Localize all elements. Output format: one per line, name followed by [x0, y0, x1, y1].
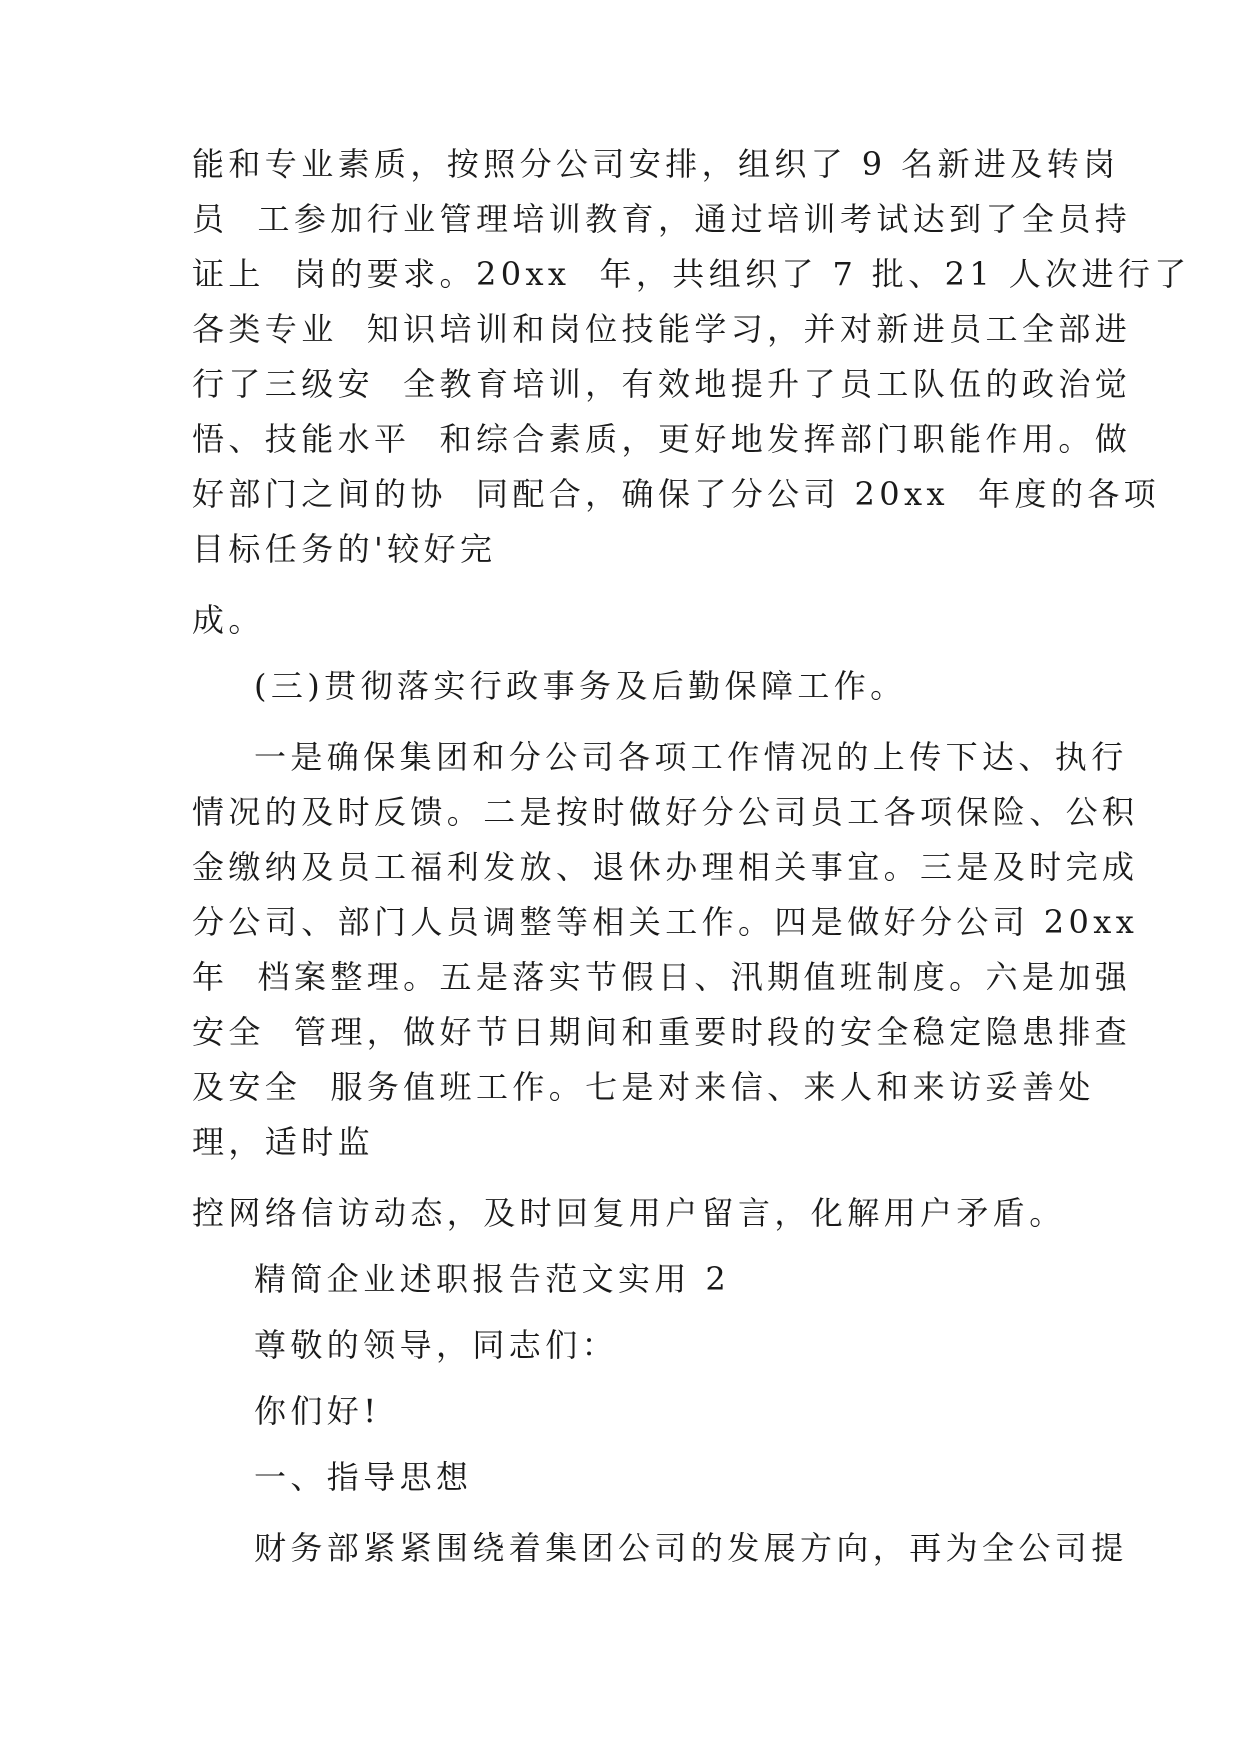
paragraph-line: 各类专业 知识培训和岗位技能学习，并对新进员工全部进: [192, 310, 1132, 348]
paragraph-line: 证上 岗的要求。20xx 年，共组织了 7 批、21 人次进行了: [192, 255, 1191, 293]
paragraph-line: 分公司、部门人员调整等相关工作。四是做好分公司 20xx: [192, 903, 1139, 941]
greeting: 你们好!: [254, 1392, 381, 1430]
section-heading: (三)贯彻落实行政事务及后勤保障工作。: [254, 667, 907, 705]
paragraph-line: 行了三级安 全教育培训，有效地提升了员工队伍的政治觉: [192, 365, 1132, 403]
section-heading: 一、指导思想: [254, 1458, 473, 1496]
paragraph-line: 理，适时监: [192, 1123, 375, 1161]
paragraph-line: 一是确保集团和分公司各项工作情况的上传下达、执行: [254, 738, 1128, 776]
paragraph-line: 控网络信访动态，及时回复用户留言，化解用户矛盾。: [192, 1194, 1066, 1232]
paragraph-line: 情况的及时反馈。二是按时做好分公司员工各项保险、公积: [192, 793, 1139, 831]
paragraph-line: 能和专业素质，按照分公司安排，组织了 9 名新进及转岗: [192, 145, 1120, 183]
paragraph-line: 目标任务的'较好完: [192, 530, 497, 568]
paragraph-line: 及安全 服务值班工作。七是对来信、来人和来访妥善处: [192, 1068, 1095, 1106]
paragraph-line: 年 档案整理。五是落实节假日、汛期值班制度。六是加强: [192, 958, 1132, 996]
paragraph-line: 悟、技能水平 和综合素质，更好地发挥部门职能作用。做: [192, 420, 1132, 458]
paragraph-line: 员 工参加行业管理培训教育，通过培训考试达到了全员持: [192, 200, 1132, 238]
paragraph-line: 好部门之间的协 同配合，确保了分公司 20xx 年度的各项: [192, 475, 1161, 513]
paragraph-line: 成。: [192, 601, 265, 639]
salutation: 尊敬的领导，同志们：: [254, 1326, 619, 1364]
paragraph-line: 金缴纳及员工福利发放、退休办理相关事宜。三是及时完成: [192, 848, 1139, 886]
paragraph-line: 安全 管理，做好节日期间和重要时段的安全稳定隐患排查: [192, 1013, 1132, 1051]
document-subtitle: 精简企业述职报告范文实用 2: [254, 1260, 731, 1298]
paragraph-line: 财务部紧紧围绕着集团公司的发展方向，再为全公司提: [254, 1529, 1128, 1567]
